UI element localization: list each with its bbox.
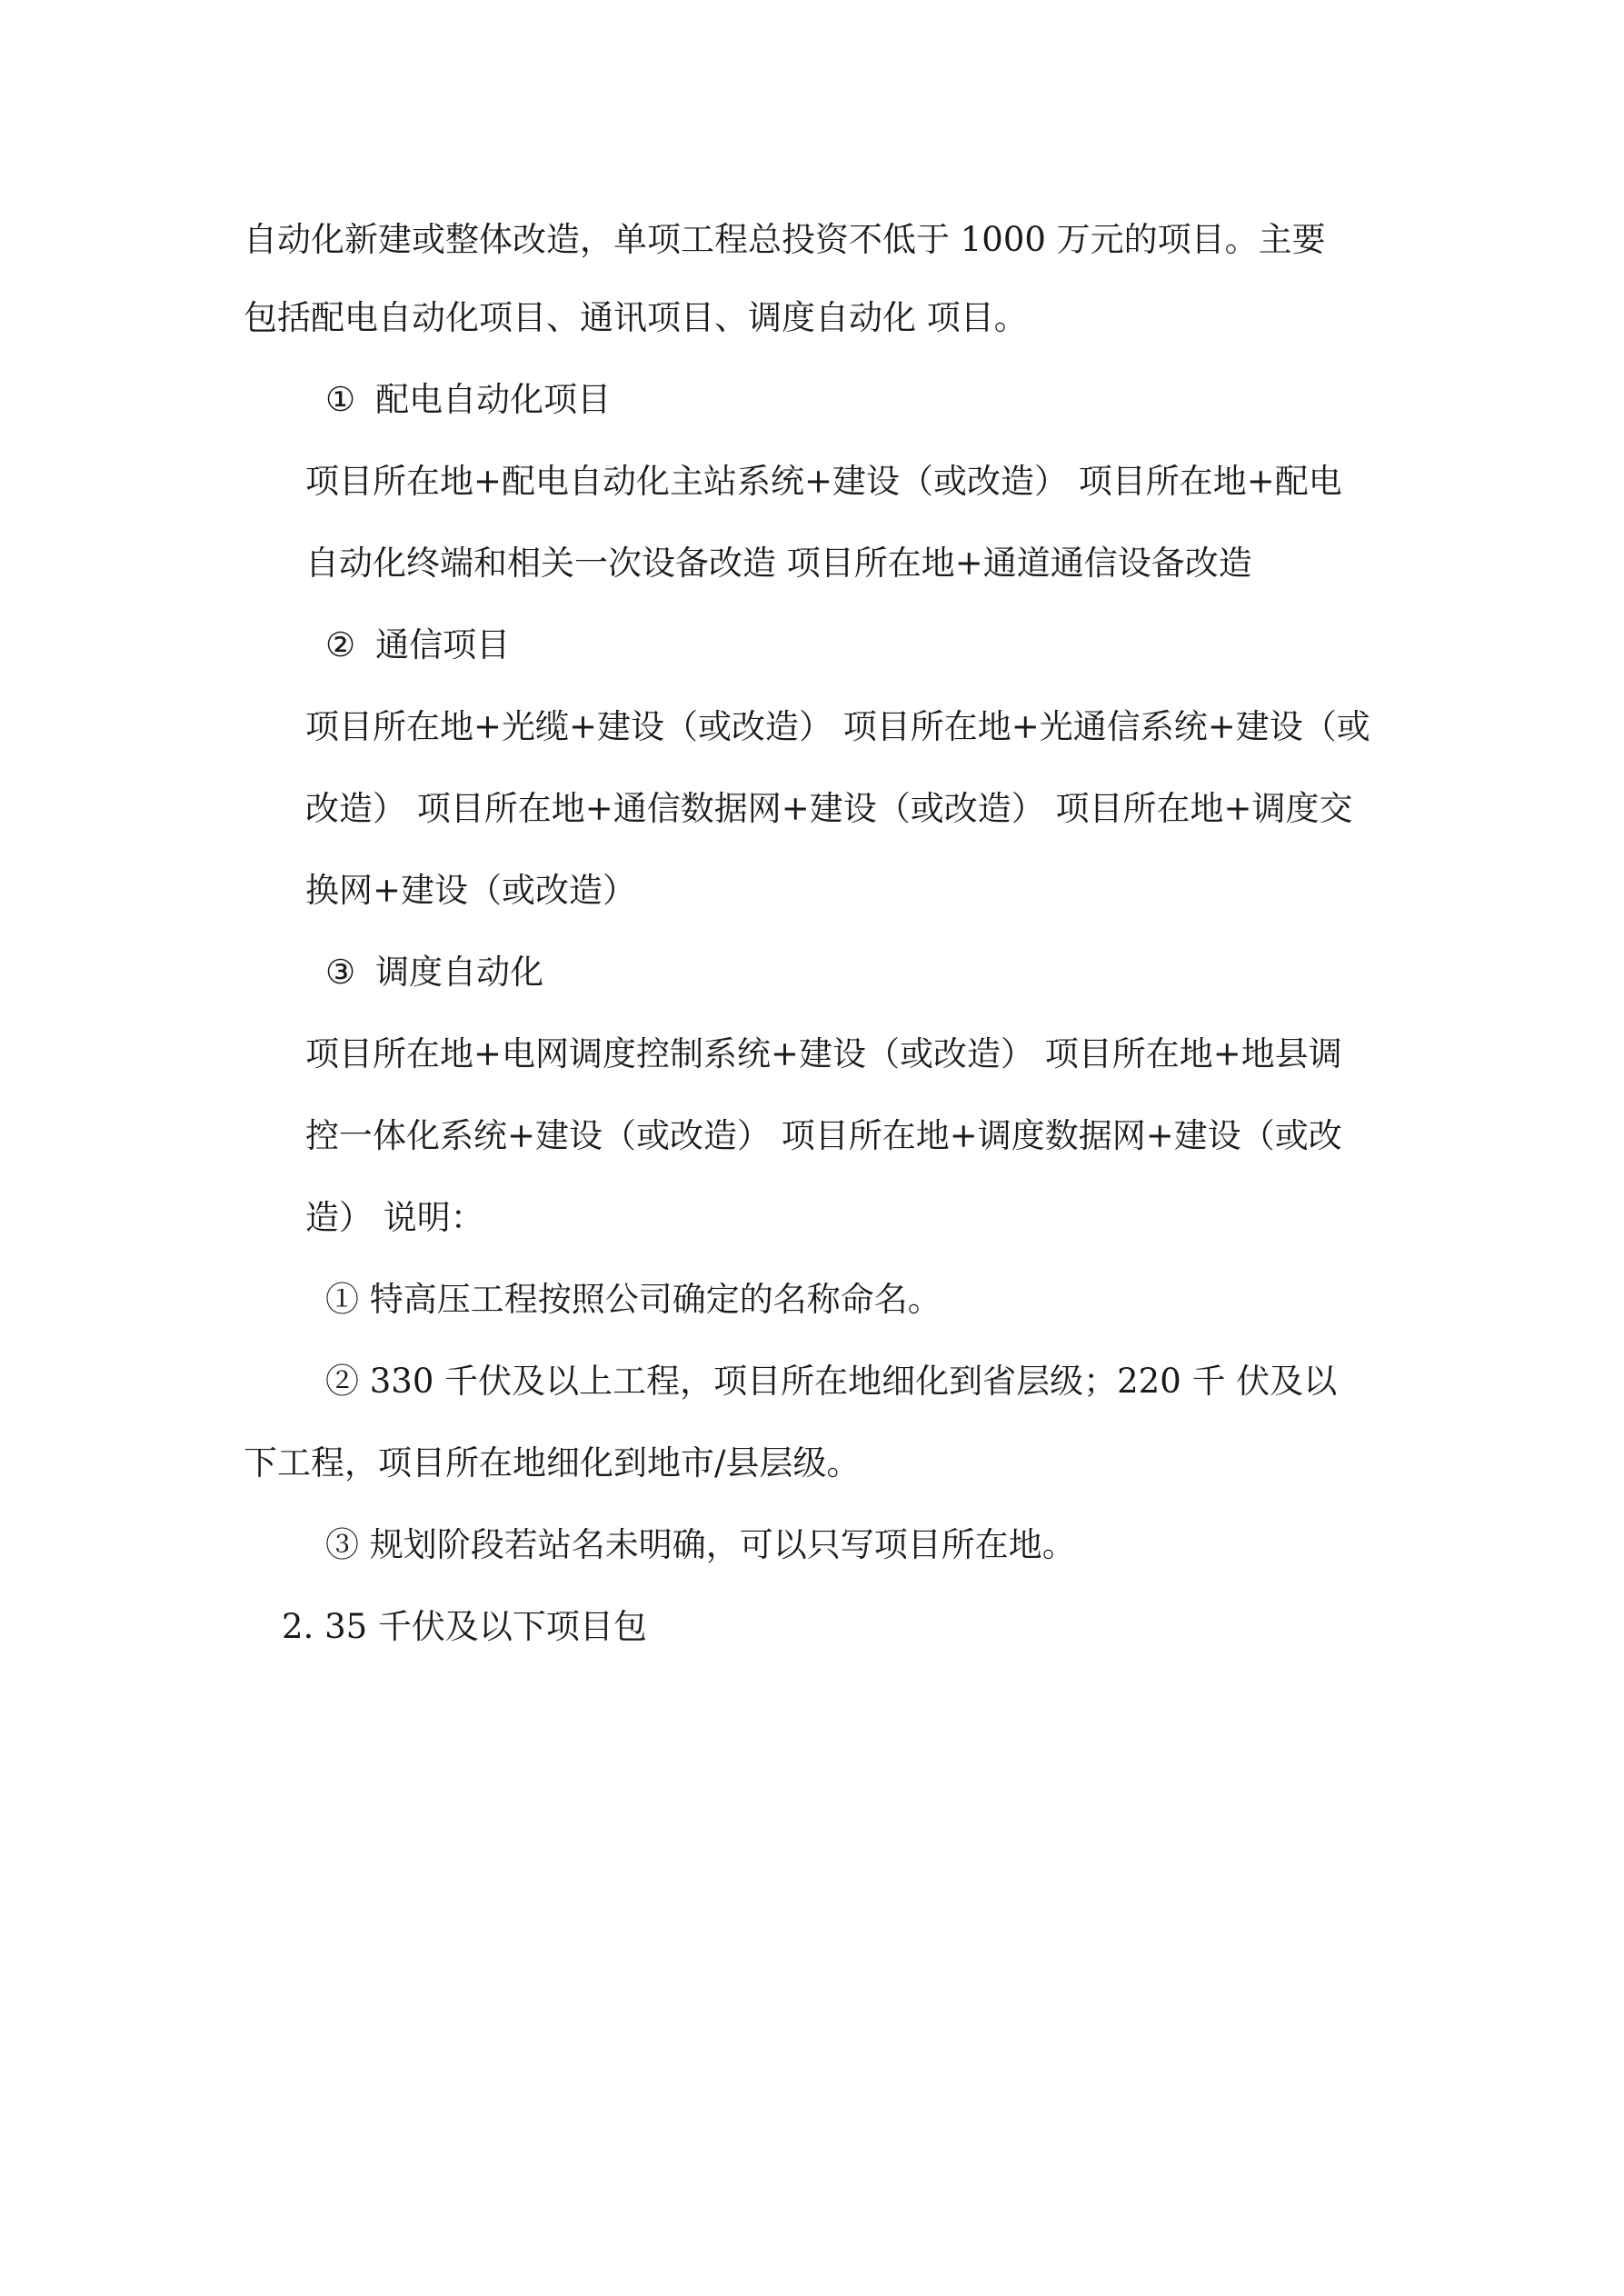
section-3-marker: ③ (325, 953, 356, 992)
next-section-heading: 2. 35 千伏及以下项目包 (282, 1607, 647, 1646)
section-2-body-line-3: 换网+建设（或改造） (305, 871, 637, 910)
note-2-line-2: 下工程，项目所在地细化到地市/县层级。 (244, 1443, 861, 1482)
section-2-body-line-2: 改造） 项目所在地+通信数据网+建设（或改造） 项目所在地+调度交 (305, 789, 1353, 828)
section-3-body-line-2: 控一体化系统+建设（或改造） 项目所在地+调度数据网+建设（或改 (305, 1116, 1342, 1155)
section-1-body-line-2: 自动化终端和相关一次设备改造 项目所在地+通道通信设备改造 (305, 544, 1252, 583)
section-1-title: 配电自动化项目 (375, 380, 612, 419)
section-1-heading (325, 378, 611, 422)
section-2-body-line-1: 项目所在地+光缆+建设（或改造） 项目所在地+光通信系统+建设（或 (305, 707, 1370, 746)
section-3-body-line-3: 造） 说明： (305, 1198, 484, 1237)
section-3-body-line-1: 项目所在地+电网调度控制系统+建设（或改造） 项目所在地+地县调 (305, 1034, 1342, 1073)
section-1-body-line-1: 项目所在地+配电自动化主站系统+建设（或改造） 项目所在地+配电 (305, 462, 1342, 501)
section-2-marker: ② (325, 625, 356, 664)
section-2-title: 通信项目 (375, 625, 511, 664)
section-3-heading (325, 951, 543, 994)
section-3-title: 调度自动化 (375, 953, 544, 992)
intro-line-1: 自动化新建或整体改造，单项工程总投资不低于 1000 万元的项目。主要 (244, 220, 1326, 259)
note-1: ① 特高压工程按照公司确定的名称命名。 (325, 1280, 942, 1319)
note-3: ③ 规划阶段若站名未明确，可以只写项目所在地。 (325, 1525, 1076, 1564)
note-2-line-1: ② 330 千伏及以上工程，项目所在地细化到省层级；220 千 伏及以 (325, 1362, 1338, 1401)
section-1-marker: ① (325, 380, 356, 419)
section-2-heading (325, 624, 510, 667)
intro-line-2: 包括配电自动化项目、通讯项目、调度自动化 项目。 (244, 298, 1028, 337)
